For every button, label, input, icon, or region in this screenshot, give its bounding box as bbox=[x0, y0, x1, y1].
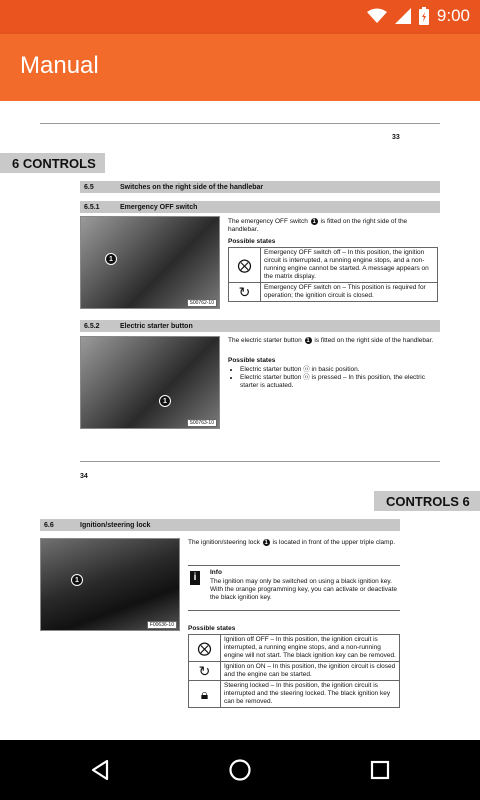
info-box bbox=[188, 565, 400, 611]
subsection-number: 6.5.1 bbox=[84, 203, 100, 211]
back-button[interactable] bbox=[84, 754, 116, 786]
section-header bbox=[80, 181, 440, 193]
intro-text-b: is fitted on the right side of the handlebar. bbox=[228, 218, 408, 234]
emergency-on-icon: ↻ bbox=[229, 283, 261, 302]
list-item: • Electric starter button ⓞ in basic position. bbox=[240, 366, 438, 374]
state-row bbox=[189, 635, 400, 662]
subsection-header bbox=[80, 201, 440, 213]
state-row bbox=[229, 248, 438, 283]
callout-marker: 1 bbox=[304, 336, 313, 345]
section-number: 6.6 bbox=[44, 521, 54, 529]
info-icon: i bbox=[190, 571, 200, 585]
states-list bbox=[240, 366, 438, 390]
page-number: 33 bbox=[392, 134, 400, 141]
states-label: Possible states bbox=[188, 625, 236, 632]
state-text: Ignition on ON – In this position, the ignition circuit is closed and the engine can be started. bbox=[221, 662, 400, 681]
chapter-tab: 6 CONTROLS bbox=[0, 153, 105, 173]
photo-code: F00636-10 bbox=[147, 621, 177, 629]
state-row bbox=[189, 662, 400, 681]
intro-text bbox=[188, 538, 400, 547]
section-title: Ignition/steering lock bbox=[80, 521, 151, 529]
cell-signal-icon bbox=[395, 8, 411, 24]
info-title: Info bbox=[210, 569, 222, 576]
intro-text bbox=[228, 217, 438, 234]
lock-icon: 🔒︎ bbox=[189, 681, 221, 708]
app-title: Manual bbox=[20, 52, 99, 79]
page-number: 34 bbox=[80, 473, 88, 480]
emergency-off-icon: ⨂ bbox=[229, 248, 261, 283]
state-text: Steering locked – In this position, the ignition circuit is interrupted and the steering locked. The black ignition key can be removed. bbox=[221, 681, 400, 708]
intro-text bbox=[228, 336, 438, 345]
app-bar bbox=[0, 34, 480, 101]
ignition-off-icon: ⨂ bbox=[189, 635, 221, 662]
intro-text-b: is located in front of the upper triple clamp. bbox=[272, 539, 396, 547]
page-divider bbox=[40, 123, 440, 124]
wifi-icon bbox=[367, 8, 387, 24]
states-label: Possible states bbox=[228, 238, 276, 245]
intro-text-b: is fitted on the right side of the handlebar. bbox=[314, 337, 434, 345]
status-bar bbox=[0, 0, 480, 34]
chapter-tab: CONTROLS 6 bbox=[374, 491, 480, 511]
intro-text-a: The ignition/steering lock bbox=[188, 539, 260, 547]
callout-marker: 1 bbox=[71, 574, 83, 586]
callout-marker: 1 bbox=[310, 217, 319, 226]
starter-button-photo bbox=[80, 336, 220, 429]
ignition-on-icon: ↻ bbox=[189, 662, 221, 681]
state-text: Emergency OFF switch on – This position is required for operation; the ignition circuit is closed. bbox=[261, 283, 438, 302]
section-title: Switches on the right side of the handlebar bbox=[120, 183, 264, 191]
section-header bbox=[40, 519, 400, 531]
photo-code: S00763-10 bbox=[187, 419, 217, 427]
status-icons bbox=[367, 6, 470, 26]
states-table bbox=[188, 634, 400, 708]
ignition-lock-photo bbox=[40, 538, 180, 631]
state-row bbox=[229, 283, 438, 302]
callout-marker: 1 bbox=[262, 538, 271, 547]
callout-marker: 1 bbox=[159, 395, 171, 407]
list-item: • Electric starter button ⓞ is pressed – In this position, the electric starter is actuated. bbox=[240, 374, 438, 390]
handlebar-switch-photo bbox=[80, 216, 220, 309]
page-divider bbox=[80, 461, 440, 462]
navigation-bar bbox=[0, 740, 480, 800]
state-row bbox=[189, 681, 400, 708]
status-time: 9:00 bbox=[436, 6, 470, 25]
back-icon bbox=[89, 759, 111, 781]
subsection-header bbox=[80, 320, 440, 332]
state-text: Emergency OFF switch off – In this position, the ignition circuit is interrupted, a running engine stops, and a non-running engine cannot be started. A message appears on the matrix display. bbox=[261, 248, 438, 283]
intro-text-a: The electric starter button bbox=[228, 337, 302, 345]
recents-icon bbox=[370, 760, 390, 780]
intro-text-a: The emergency OFF switch bbox=[228, 218, 308, 226]
photo-code: S00762-10 bbox=[187, 299, 217, 307]
battery-icon bbox=[419, 7, 429, 25]
states-label: Possible states bbox=[228, 357, 276, 364]
subsection-title: Electric starter button bbox=[120, 322, 193, 330]
home-icon bbox=[228, 758, 252, 782]
subsection-title: Emergency OFF switch bbox=[120, 203, 198, 211]
subsection-number: 6.5.2 bbox=[84, 322, 100, 330]
section-number: 6.5 bbox=[84, 183, 94, 191]
states-table bbox=[228, 247, 438, 302]
callout-marker: 1 bbox=[105, 253, 117, 265]
state-text: Ignition off OFF – In this position, the ignition circuit is interrupted, a running engine stops, and a non-running engine will not start. The black ignition key can be removed. bbox=[221, 635, 400, 662]
info-text: The ignition may only be switched on using a black ignition key. With the orange programming key, you can activate or deactivate the black ignition key. bbox=[210, 578, 398, 601]
home-button[interactable] bbox=[224, 754, 256, 786]
recents-button[interactable] bbox=[364, 754, 396, 786]
manual-document[interactable] bbox=[0, 101, 480, 740]
